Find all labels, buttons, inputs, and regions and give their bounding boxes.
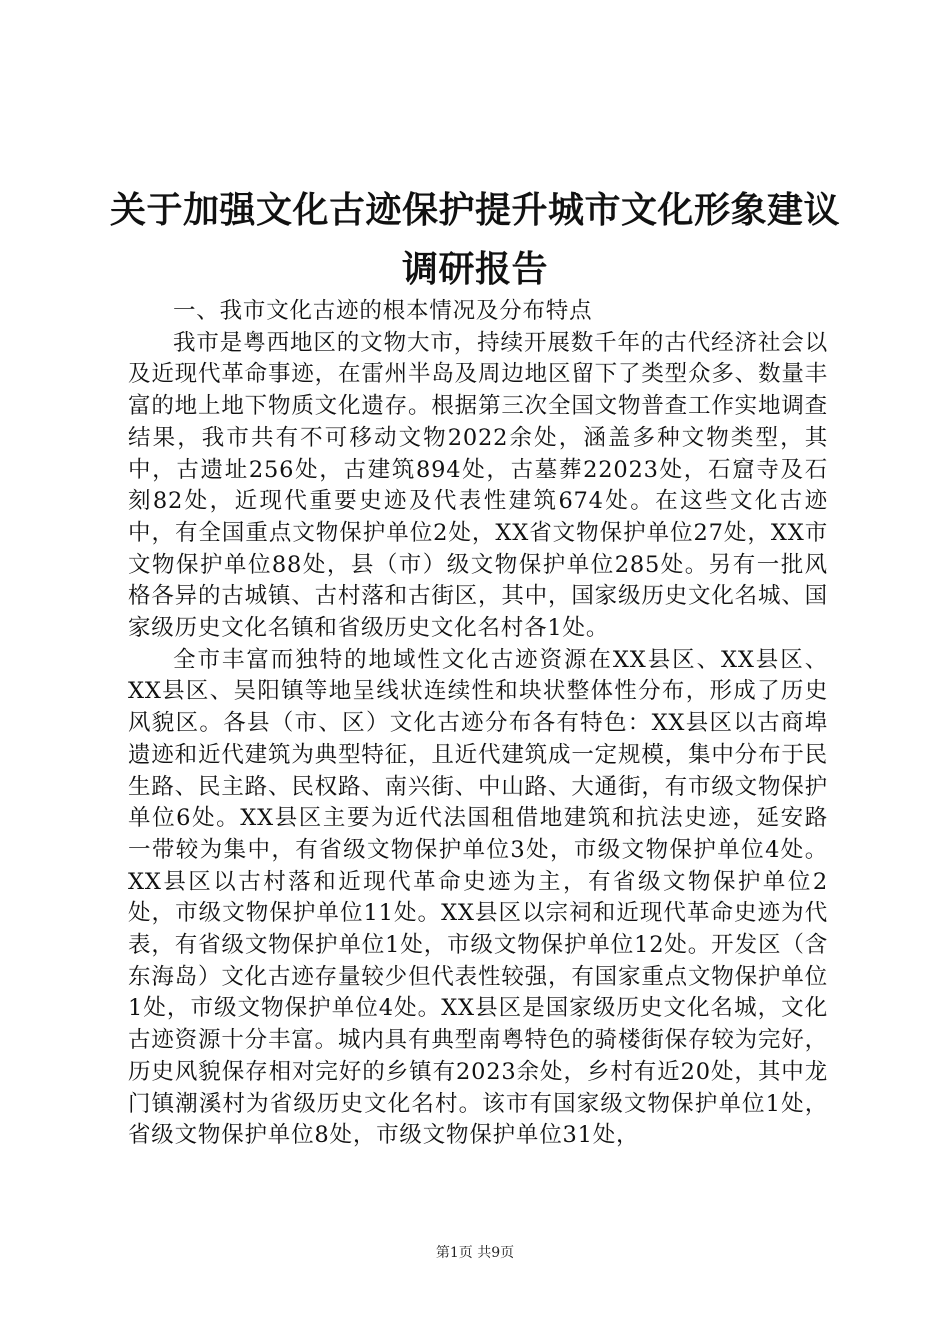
document-title-line2: 调研报告 [401, 249, 548, 290]
page-indicator: 第1页 共9页 [435, 1245, 515, 1261]
paragraph: 全市丰富而独特的地域性文化古迹资源在XX县区、XX县区、XX县区、吴阳镇等地呈线状连续性和块状整体性分布，形成了历史风貌区。各县（市、区）文化古迹分布各有特色：XX县区以古商埠遗迹和近代建筑为典型特征，且近代建筑成一定规模，集中分布于民生路、民主路、民权路、南兴街、中山路、大通街，有市级文物保护单位6处。XX县区主要为近代法国租借地建筑和抗法史迹，延安路一带较为集中，有省级文物保护单位3处，市级文物保护单位4处。XX县区以古村落和近现代革命史迹为主，有省级文物保护单位2处，市级文物保护单位11处。XX县区以宗祠和近现代革命史迹为代表，有省级文物保护单位1处，市级文物保护单位12处。开发区（含东海岛）文化古迹存量较少但代表性较强，有国家重点文物保护单位1处，市级文物保护单位4处。XX县区是国家级历史文化名城，文化古迹资源十分丰富。城内具有典型南粤特色的骑楼街保存较为完好，历史风貌保存相对完好的乡镇有2023余处，乡村有近20处，其中龙门镇潮溪村为省级历史文化名村。该市有国家级文物保护单位1处，省级文物保护单位8处，市级文物保护单位31处， [128, 646, 828, 1149]
section-heading: 一、我市文化古迹的根本情况及分布特点 [173, 298, 593, 324]
paragraph: 我市是粤西地区的文物大市，持续开展数千年的古代经济社会以及近现代革命事迹，在雷州半岛及周边地区留下了类型众多、数量丰富的地上地下物质文化遗存。根据第三次全国文物普查工作实地调查结果，我市共有不可移动文物2022余处，涵盖多种文物类型，其中，古遗址256处，古建筑894处，古墓葬22023处，石窟寺及石刻82处，近现代重要史迹及代表性建筑674处。在这些文化古迹中，有全国重点文物保护单位2处，XX省文物保护单位27处，XX市文物保护单位88处，县（市）级文物保护单位285处。另有一批风格各异的古城镇、古村落和古街区，其中，国家级历史文化名城、国家级历史文化名镇和省级历史文化名村各1处。 [128, 329, 828, 642]
document-title-line1: 关于加强文化古迹保护提升城市文化形象建议 [109, 190, 840, 231]
document-body [128, 296, 828, 1152]
